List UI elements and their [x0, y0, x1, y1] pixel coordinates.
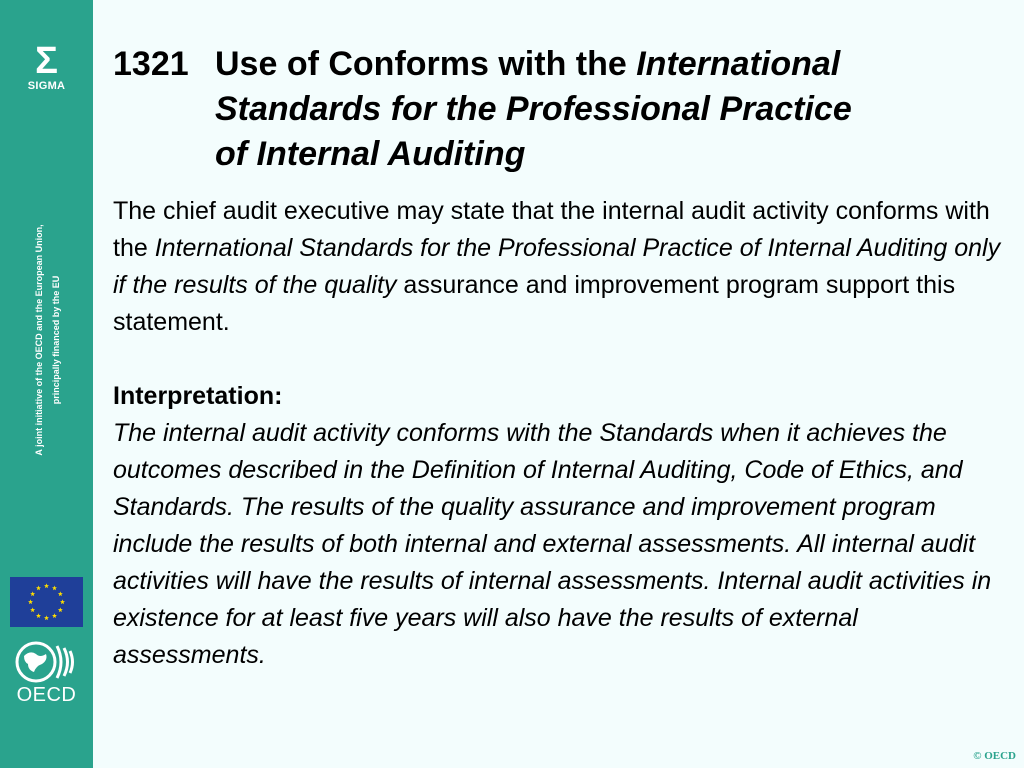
- slide-content: [113, 193, 1003, 674]
- title-italic-2: Standards for the Professional Practice: [215, 90, 852, 128]
- paragraph-part-2: International Standards for the Professional Practice of Internal Auditing only if the results of the quality: [113, 234, 1001, 299]
- sidebar: [0, 0, 93, 768]
- initiative-note: [31, 190, 65, 490]
- sigma-symbol: Σ: [35, 40, 58, 82]
- eu-flag-icon: [10, 577, 83, 627]
- copyright: © OECD: [973, 750, 1016, 762]
- oecd-label: OECD: [16, 684, 77, 706]
- interpretation-body: [113, 415, 1003, 674]
- sigma-logo: [0, 42, 93, 92]
- title-plain: Use of Conforms with the: [215, 45, 637, 83]
- initiative-line-1: A joint initiative of the OECD and the European Union,: [34, 224, 44, 456]
- interpretation-text: The internal audit activity conforms with the Standards when it achieves the outcomes described in the Definition of Internal Auditing, Code of Ethics, and Standards. The results of the quality assurance and improvement program include the results of both internal and external assessments. All internal audit activities will have the results of internal assessments. Internal audit activities in existence for at least five years will also have the results of external assessments.: [113, 419, 992, 669]
- paragraph-part-3: assurance and improvement program support this statement.: [113, 271, 956, 336]
- interpretation-heading: Interpretation:: [113, 382, 283, 410]
- title-number: 1321: [113, 45, 189, 83]
- standard-paragraph: [113, 193, 1003, 341]
- slide-title: [113, 42, 993, 177]
- title-italic-1: International: [636, 45, 841, 83]
- paragraph-part-1: The chief audit executive may state that the internal audit activity conforms with the: [113, 197, 990, 262]
- initiative-line-2: principally financed by the EU: [51, 275, 61, 405]
- title-italic-3: of Internal Auditing: [215, 135, 526, 173]
- sigma-label: SIGMA: [27, 80, 66, 92]
